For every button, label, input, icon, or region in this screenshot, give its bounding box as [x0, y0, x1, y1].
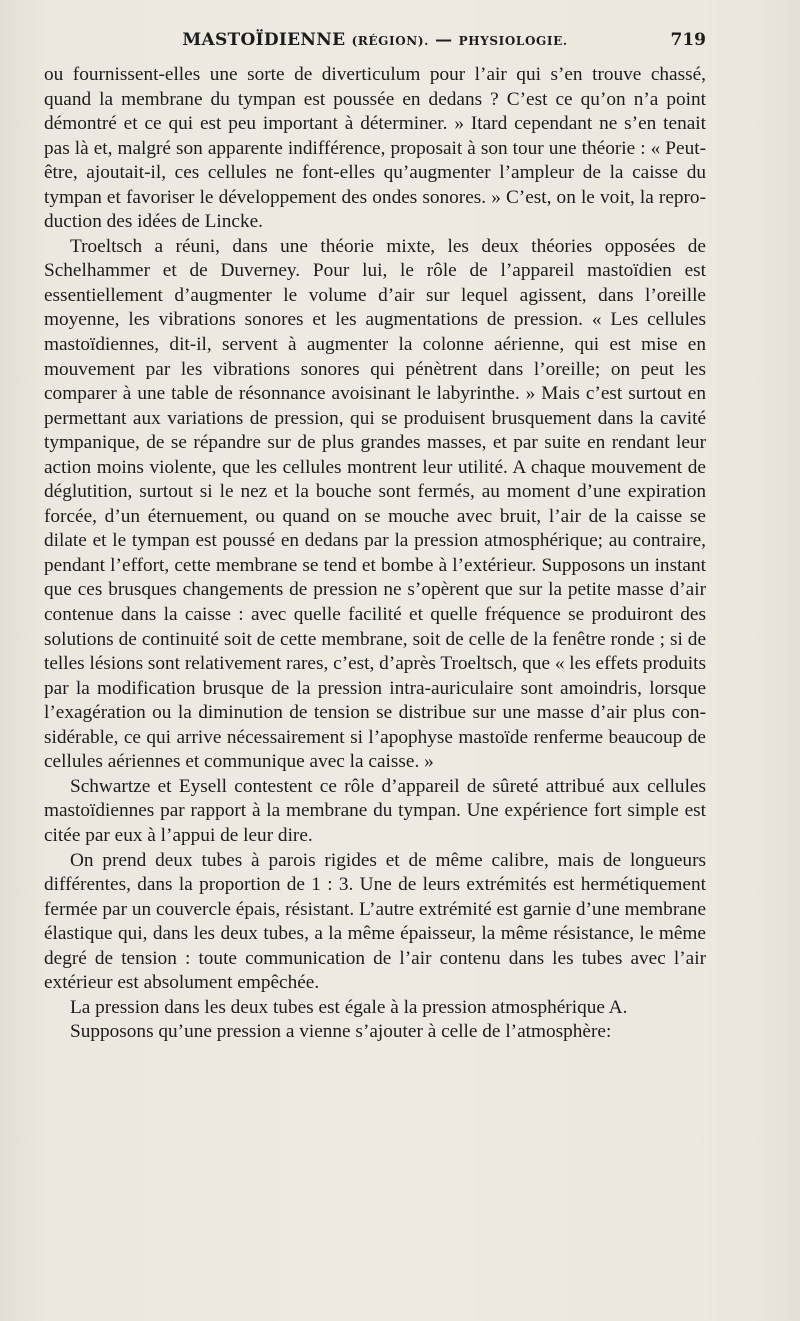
running-head-title: MASTOÏDIENNE: [182, 30, 346, 50]
running-head: [44, 30, 706, 50]
running-head-region: (RÉGION).: [351, 34, 429, 48]
running-head-separator: —: [435, 30, 453, 50]
paragraph-4: On prend deux tubes à parois rigides et de même calibre, mais de longueurs différentes, dans la proportion de 1 : 3. Une de leurs extrémités est hermétiquement fermée par un couvercle épais, résistant. L’autre extrémité est garnie d’une membrane élastique qui, dans les deux tubes, a la même épaisseur, la même résistance, le même degré de tension : toute communication de l’air contenu dans les tubes avec l’air extérieur est absolument empêchée.: [44, 849, 706, 994]
paragraph-5: La pression dans les deux tubes est égale à la pression atmosphérique A.: [70, 996, 628, 1018]
page-number: 719: [670, 30, 706, 50]
paragraph-1: ou fournissent-elles une sorte de diverticulum pour l’air qui s’en trouve chassé, quand la membrane du tympan est poussée en dedans ? C’est ce qu’on n’a point démontré et ce qui est peu important à déterminer. » Itard cependant ne s’en tenait pas là et, malgré son apparente indifférence, proposait à son tour une théorie : « Peut-être, ajoutait-il, ces cellules ne font-elles qu’augmenter l’ampleur de la caisse du tympan et favoriser le développement des ondes sonores. » C’est, on le voit, la reproduction des idées de Lincke.: [44, 64, 706, 233]
body-text: [44, 63, 706, 1045]
page-header: [44, 30, 706, 60]
running-head-section: PHYSIOLOGIE.: [458, 34, 568, 48]
paragraph-2: Troeltsch a réuni, dans une théorie mixte, les deux théories opposées de Schelhammer et de Duverney. Pour lui, le rôle de l’appareil mastoïdien est essentiellement d’augmenter le volume d’air sur lequel agissent, dans l’oreille moyenne, les vibrations sonores et les augmentations de pression. « Les cellules mastoïdiennes, dit-il, servent à augmenter la colonne aérienne, qui est mise en mouvement par les vibrations sonores qui pénètrent dans l’oreille; on peut les comparer à une table de résonnance avoisinant le labyrinthe. » Mais c’est surtout en permettant aux variations de pression, qui se produisent brusquement dans la cavité tympanique, de se répandre sur de plus grandes masses, et par suite en rendant leur action moins violente, que les cellules montrent leur utilité. A chaque mouvement de déglutition, surtout si le nez et la bouche sont fermés, au moment d’une expiration forcée, d’un éternuement, ou quand on se mouche avec bruit, l’air de la caisse se dilate et le tympan est poussé en dedans par la pression atmosphérique; au contraire, pendant l’effort, cette membrane se tend et bombe à l’extérieur. Supposons un instant que ces brusques changements de pression ne s’opèrent que sur la petite masse d’air contenue dans la caisse : avec quelle facilité et quelle fréquence se produiront des solutions de continuité soit de cette membrane, soit de celle de la fenêtre ronde ; si de telles lésions sont relativement rares, c’est, d’après Troeltsch, que « les effets produits par la modification brusque de la pression intra-auriculaire sont amoindris, lorsque l’exagération ou la diminution de tension se distribue sur une masse d’air plus considérable, ce qui arrive nécessairement si l’apophyse mastoïde renferme beaucoup de cellules aériennes et communique avec la caisse. »: [44, 235, 707, 773]
paragraph-3: Schwartze et Eysell contestent ce rôle d’appareil de sûreté attribué aux cellules mastoïdiennes par rapport à la membrane du tympan. Une expérience fort simple est citée par eux à l’appui de leur dire.: [44, 775, 706, 846]
paragraph-6: Supposons qu’une pression a vienne s’ajouter à celle de l’atmosphère:: [70, 1021, 612, 1043]
